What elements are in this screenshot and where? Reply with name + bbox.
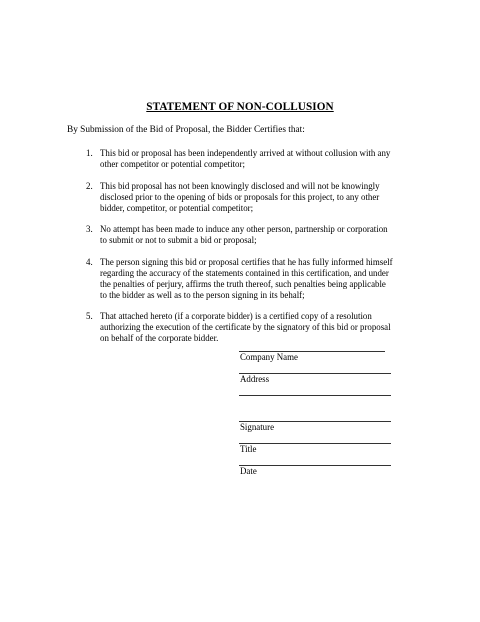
item-text-line: to submit or not to submit a bid or proposal;	[100, 235, 257, 245]
address-continuation-line[interactable]	[239, 395, 391, 396]
item-text-line: This bid proposal has not been knowingly disclosed and will not be knowingly	[100, 180, 380, 191]
item-text-line: on behalf of the corporate bidder.	[100, 333, 219, 343]
item-number: 2.	[86, 180, 93, 191]
address-continuation-field[interactable]	[239, 386, 391, 408]
item-text-line: authorizing the execution of the certificate by the signatory of this bid or proposal	[100, 322, 391, 332]
list-item	[86, 311, 416, 344]
item-text-line: the penalties of perjury, affirms the truth thereof, such penalties being applicable	[100, 278, 386, 289]
item-number: 3.	[86, 224, 93, 234]
title-label: Title	[240, 444, 257, 454]
item-number: 1.	[86, 148, 93, 158]
address-field[interactable]	[239, 364, 391, 386]
intro-text: By Submission of the Bid of Proposal, the Bidder Certifies that:	[67, 125, 305, 135]
item-text-line: regarding the accuracy of the statements contained in this certification, and under	[100, 267, 389, 278]
list-item	[86, 148, 416, 170]
item-text-line: to the bidder as well as to the person signing in its behalf;	[100, 289, 305, 300]
item-text-line: other competitor or potential competitor;	[100, 159, 245, 169]
item-text-line: This bid or proposal has been independently arrived at without collusion with any	[100, 148, 391, 158]
certification-list	[86, 148, 416, 355]
signature-field[interactable]	[239, 408, 391, 434]
title-field[interactable]	[239, 434, 391, 456]
item-text-line: bidder, competitor, or potential competitor;	[100, 202, 254, 213]
list-item	[86, 257, 416, 301]
page-title: STATEMENT OF NON-COLLUSION	[146, 101, 334, 113]
item-text-line: That attached hereto (if a corporate bidder) is a certified copy of a resolution	[100, 311, 372, 321]
list-item	[86, 224, 416, 246]
item-text-line: The person signing this bid or proposal certifies that he has fully informed himself	[100, 256, 393, 267]
list-item	[86, 181, 416, 214]
company-name-label: Company Name	[240, 352, 298, 362]
item-text-line: No attempt has been made to induce any other person, partnership or corporation	[100, 224, 388, 234]
signature-block	[239, 342, 391, 478]
signature-label: Signature	[240, 422, 275, 432]
date-label: Date	[240, 466, 257, 476]
address-label: Address	[240, 374, 270, 384]
title-line[interactable]	[239, 443, 391, 444]
item-text-line: disclosed prior to the opening of bids or proposals for this project, to any other	[100, 191, 380, 202]
date-field[interactable]	[239, 456, 391, 478]
date-line[interactable]	[239, 465, 391, 466]
company-name-field[interactable]	[239, 342, 391, 364]
item-number: 4.	[86, 256, 93, 267]
item-number: 5.	[86, 311, 93, 321]
